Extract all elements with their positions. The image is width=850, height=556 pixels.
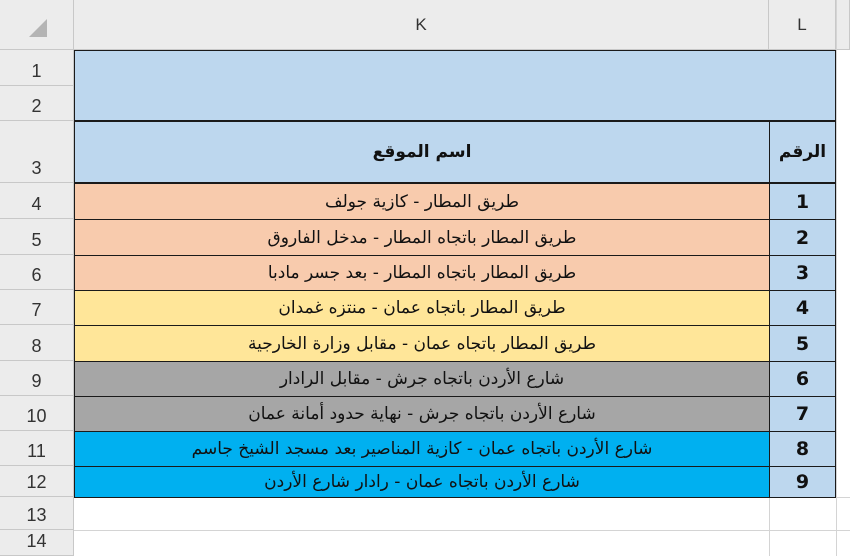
row-number-cell[interactable]: 7 bbox=[769, 396, 836, 432]
gridline-vertical bbox=[836, 0, 837, 556]
gridline-horizontal bbox=[74, 530, 850, 531]
location-name-cell[interactable]: طريق المطار باتجاه المطار - بعد جسر مادبا bbox=[74, 255, 770, 291]
row-header[interactable]: 1 bbox=[0, 50, 74, 86]
select-all-triangle-icon bbox=[29, 19, 47, 37]
row-header[interactable]: 12 bbox=[0, 466, 74, 497]
column-header-m[interactable] bbox=[836, 0, 850, 50]
location-name-cell[interactable]: طريق المطار - كازية جولف bbox=[74, 183, 770, 220]
row-number-cell[interactable]: 5 bbox=[769, 325, 836, 362]
row-header[interactable]: 4 bbox=[0, 183, 74, 219]
gridline-vertical bbox=[769, 497, 770, 556]
row-header[interactable]: 10 bbox=[0, 396, 74, 431]
location-name-cell[interactable]: شارع الأردن باتجاه جرش - نهاية حدود أمانة عمان bbox=[74, 396, 770, 432]
select-all-corner[interactable] bbox=[0, 0, 74, 50]
header-cell-name[interactable]: اسم الموقع bbox=[74, 121, 770, 183]
row-header[interactable]: 13 bbox=[0, 497, 74, 530]
row-header[interactable]: 8 bbox=[0, 325, 74, 361]
row-number-cell[interactable]: 9 bbox=[769, 466, 836, 498]
row-number-cell[interactable]: 6 bbox=[769, 361, 836, 397]
row-header[interactable]: 14 bbox=[0, 530, 74, 556]
location-name-cell[interactable]: شارع الأردن باتجاه جرش - مقابل الرادار bbox=[74, 361, 770, 397]
row-header[interactable]: 9 bbox=[0, 361, 74, 396]
row-number-cell[interactable]: 2 bbox=[769, 219, 836, 256]
row-number-cell[interactable]: 3 bbox=[769, 255, 836, 291]
header-cell-number[interactable]: الرقم bbox=[769, 121, 836, 183]
location-name-cell[interactable]: طريق المطار باتجاه المطار - مدخل الفاروق bbox=[74, 219, 770, 256]
location-name-cell[interactable]: طريق المطار باتجاه عمان - منتزه غمدان bbox=[74, 290, 770, 326]
row-header[interactable]: 7 bbox=[0, 290, 74, 325]
row-header[interactable]: 6 bbox=[0, 255, 74, 290]
location-name-cell[interactable]: شارع الأردن باتجاه عمان - رادار شارع الأردن bbox=[74, 466, 770, 498]
row-header[interactable]: 3 bbox=[0, 121, 74, 183]
row-header[interactable]: 2 bbox=[0, 86, 74, 121]
column-header-l[interactable]: L bbox=[769, 0, 836, 50]
row-header[interactable]: 11 bbox=[0, 431, 74, 466]
row-number-cell[interactable]: 4 bbox=[769, 290, 836, 326]
row-header[interactable]: 5 bbox=[0, 219, 74, 255]
column-header-k[interactable]: K bbox=[74, 0, 769, 50]
location-name-cell[interactable]: طريق المطار باتجاه عمان - مقابل وزارة الخارجية bbox=[74, 325, 770, 362]
row-number-cell[interactable]: 1 bbox=[769, 183, 836, 220]
merged-banner-cell[interactable] bbox=[74, 50, 836, 121]
location-name-cell[interactable]: شارع الأردن باتجاه عمان - كازية المناصير بعد مسجد الشيخ جاسم bbox=[74, 431, 770, 467]
row-number-cell[interactable]: 8 bbox=[769, 431, 836, 467]
